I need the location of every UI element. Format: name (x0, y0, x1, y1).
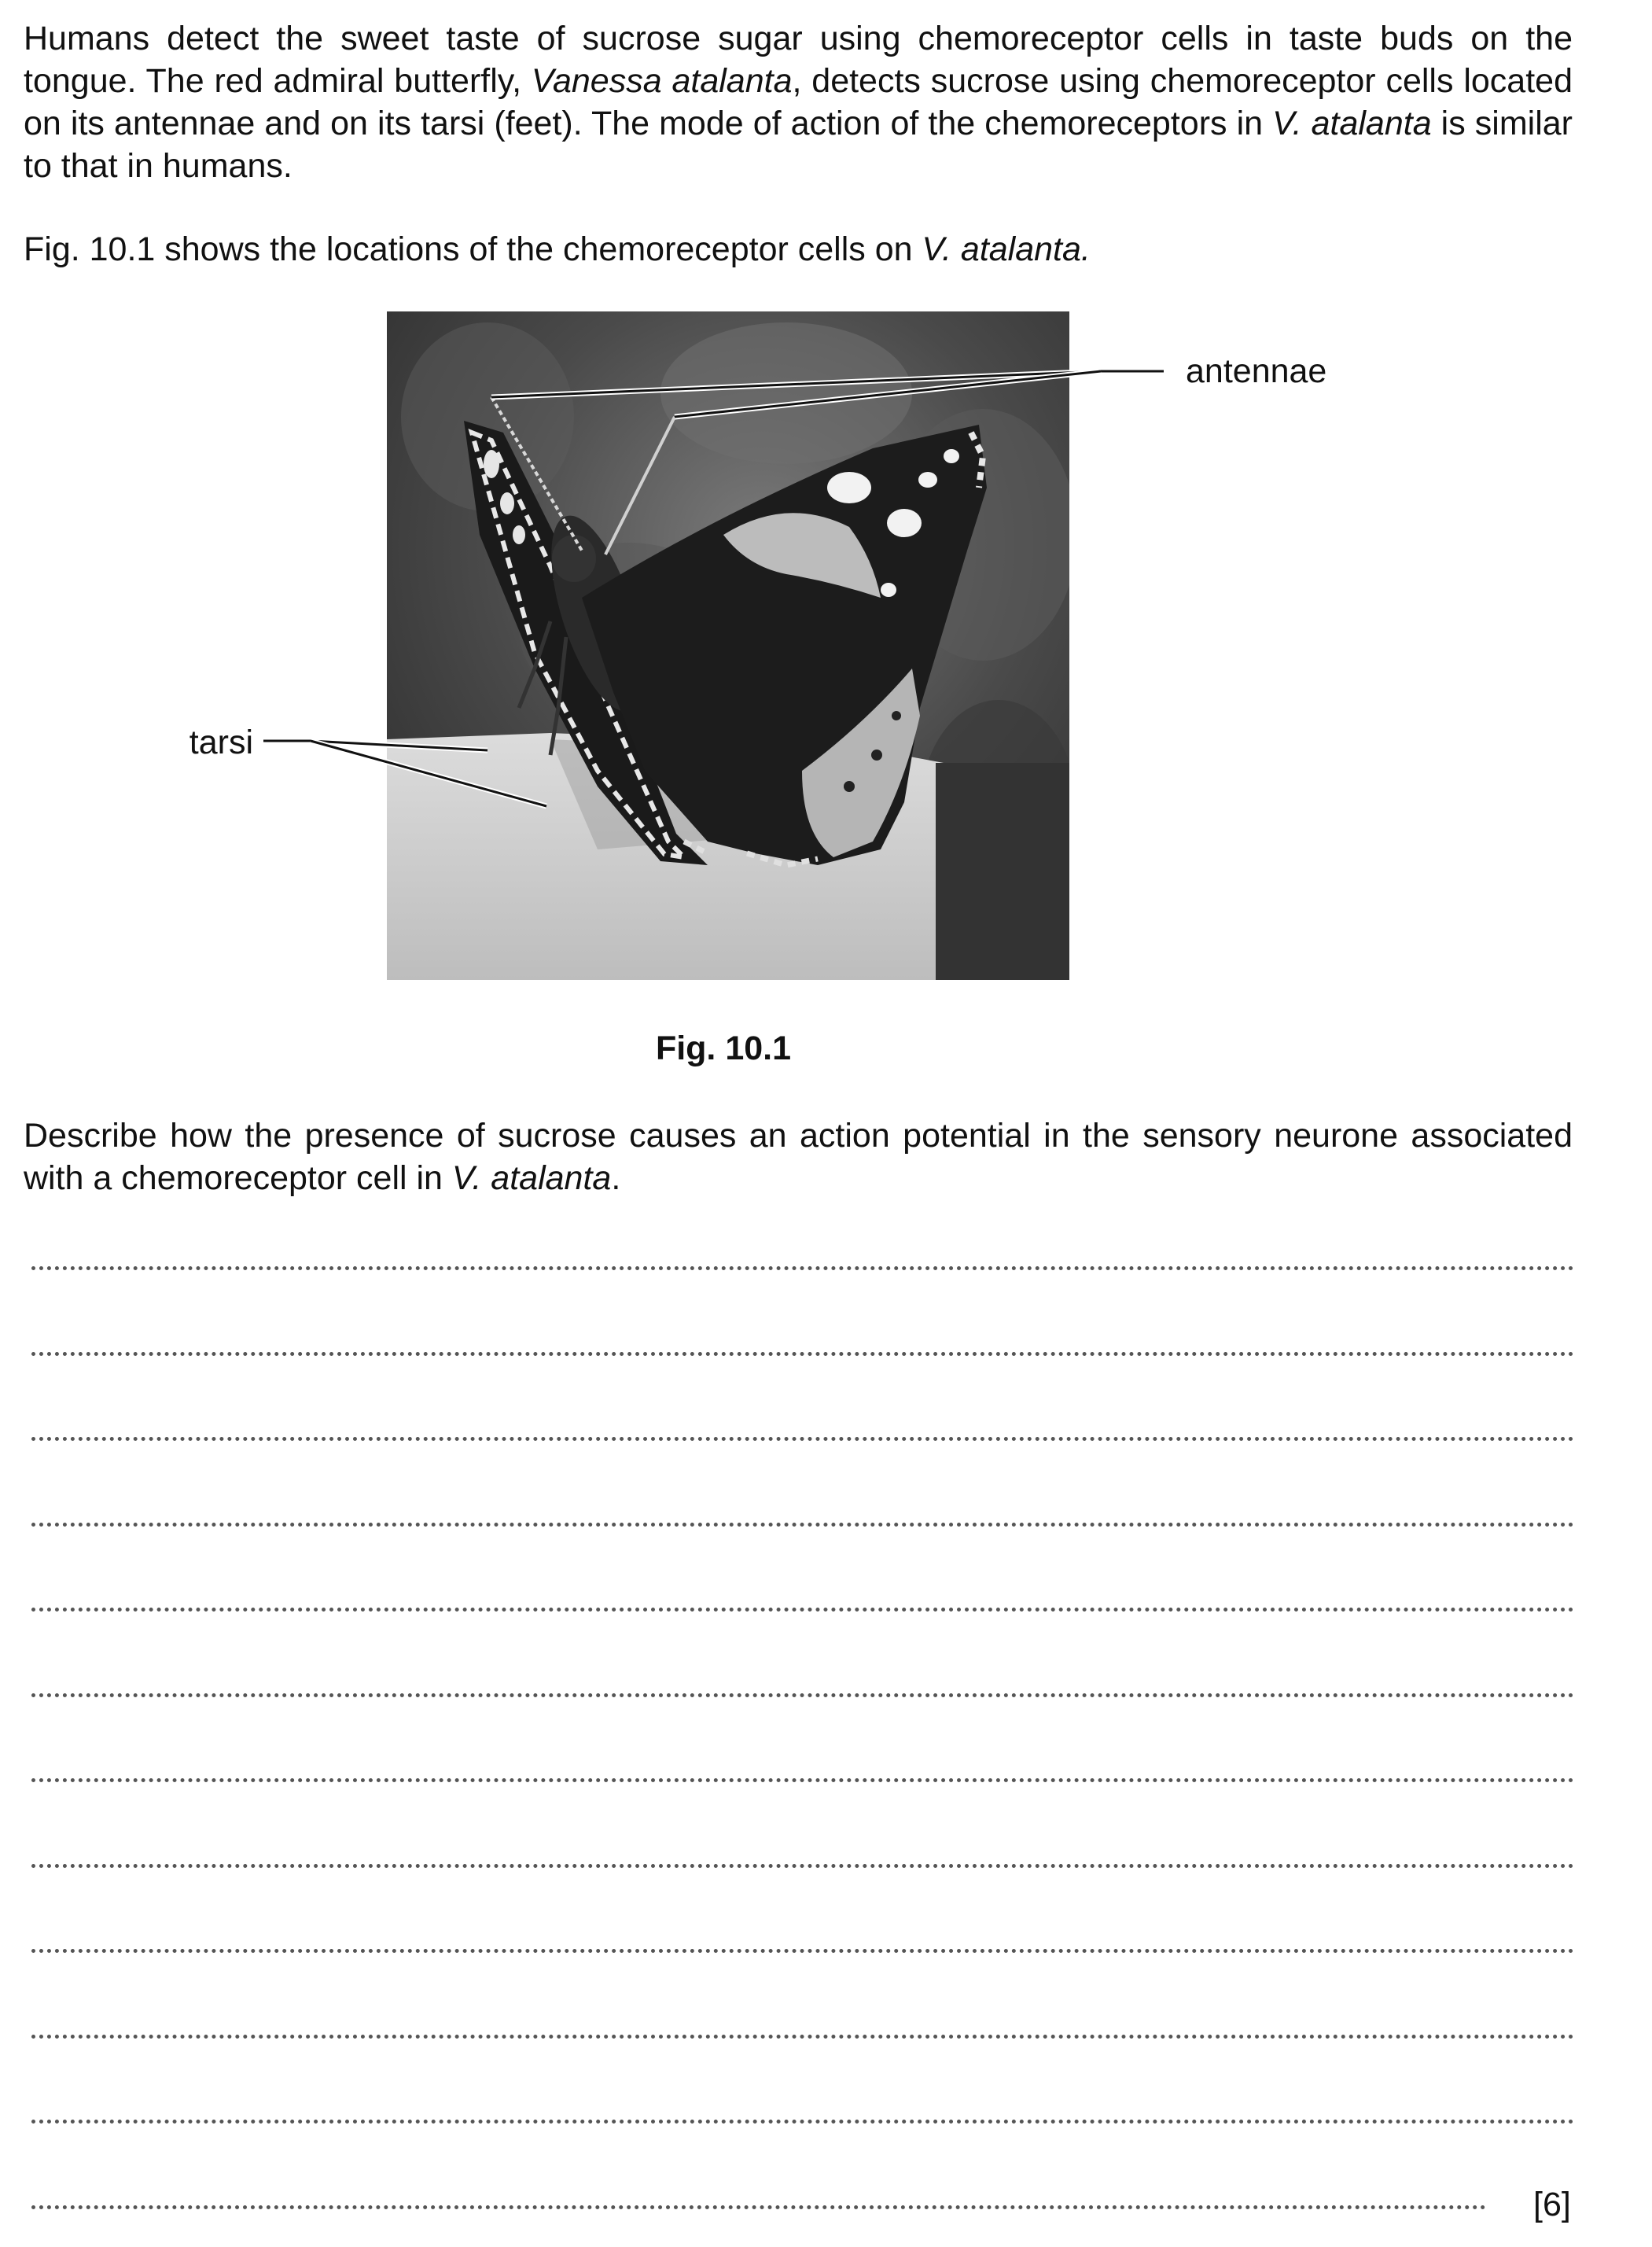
figure-reference-text: Fig. 10.1 shows the locations of the chemoreceptor cells on (24, 230, 922, 268)
answer-line[interactable] (31, 1949, 1574, 1953)
answer-line[interactable] (31, 1523, 1574, 1527)
figure-caption: Fig. 10.1 (655, 1030, 792, 1067)
question-text-1: Describe how the presence of sucrose causes an action potential in the sensory neurone associated with a chemoreceptor cell in (24, 1117, 1573, 1197)
answer-line[interactable] (31, 1266, 1574, 1270)
species-short-name: V. atalanta (1272, 105, 1432, 142)
intro-paragraph (24, 17, 1573, 187)
butterfly-diagram (0, 299, 1652, 1007)
answer-line[interactable] (31, 2120, 1574, 2124)
question-text (24, 1114, 1573, 1199)
antennae-label: antennae (1186, 352, 1327, 390)
answer-line[interactable] (31, 1693, 1574, 1697)
marks-indicator: [6] (1533, 2186, 1571, 2223)
figure-10-1 (0, 299, 1652, 1007)
answer-line[interactable] (31, 1437, 1574, 1441)
intro-text-1: Humans detect the sweet taste of sucrose sugar using chemoreceptor cells in taste buds on the tongue. The red admiral butterfly, (24, 20, 1573, 100)
intro-text-3: is similar to that in humans. (24, 105, 1573, 185)
tarsi-label: tarsi (189, 724, 253, 761)
question-species: V. atalanta (451, 1159, 612, 1197)
figure-reference-species: V. atalanta. (922, 230, 1091, 268)
answer-line[interactable] (31, 1778, 1574, 1782)
answer-line[interactable] (31, 1864, 1574, 1868)
answer-line[interactable] (31, 2035, 1574, 2039)
question-text-2: . (611, 1159, 621, 1197)
answer-line[interactable] (31, 1352, 1574, 1356)
intro-text-2: , detects sucrose using chemoreceptor cells located on its antennae and on its tarsi (feet). The mode of action of the chemoreceptors in (24, 62, 1573, 142)
species-name: Vanessa atalanta (531, 62, 793, 100)
figure-reference (24, 228, 1573, 271)
answer-line[interactable] (31, 2205, 1486, 2209)
answer-line[interactable] (31, 1608, 1574, 1612)
